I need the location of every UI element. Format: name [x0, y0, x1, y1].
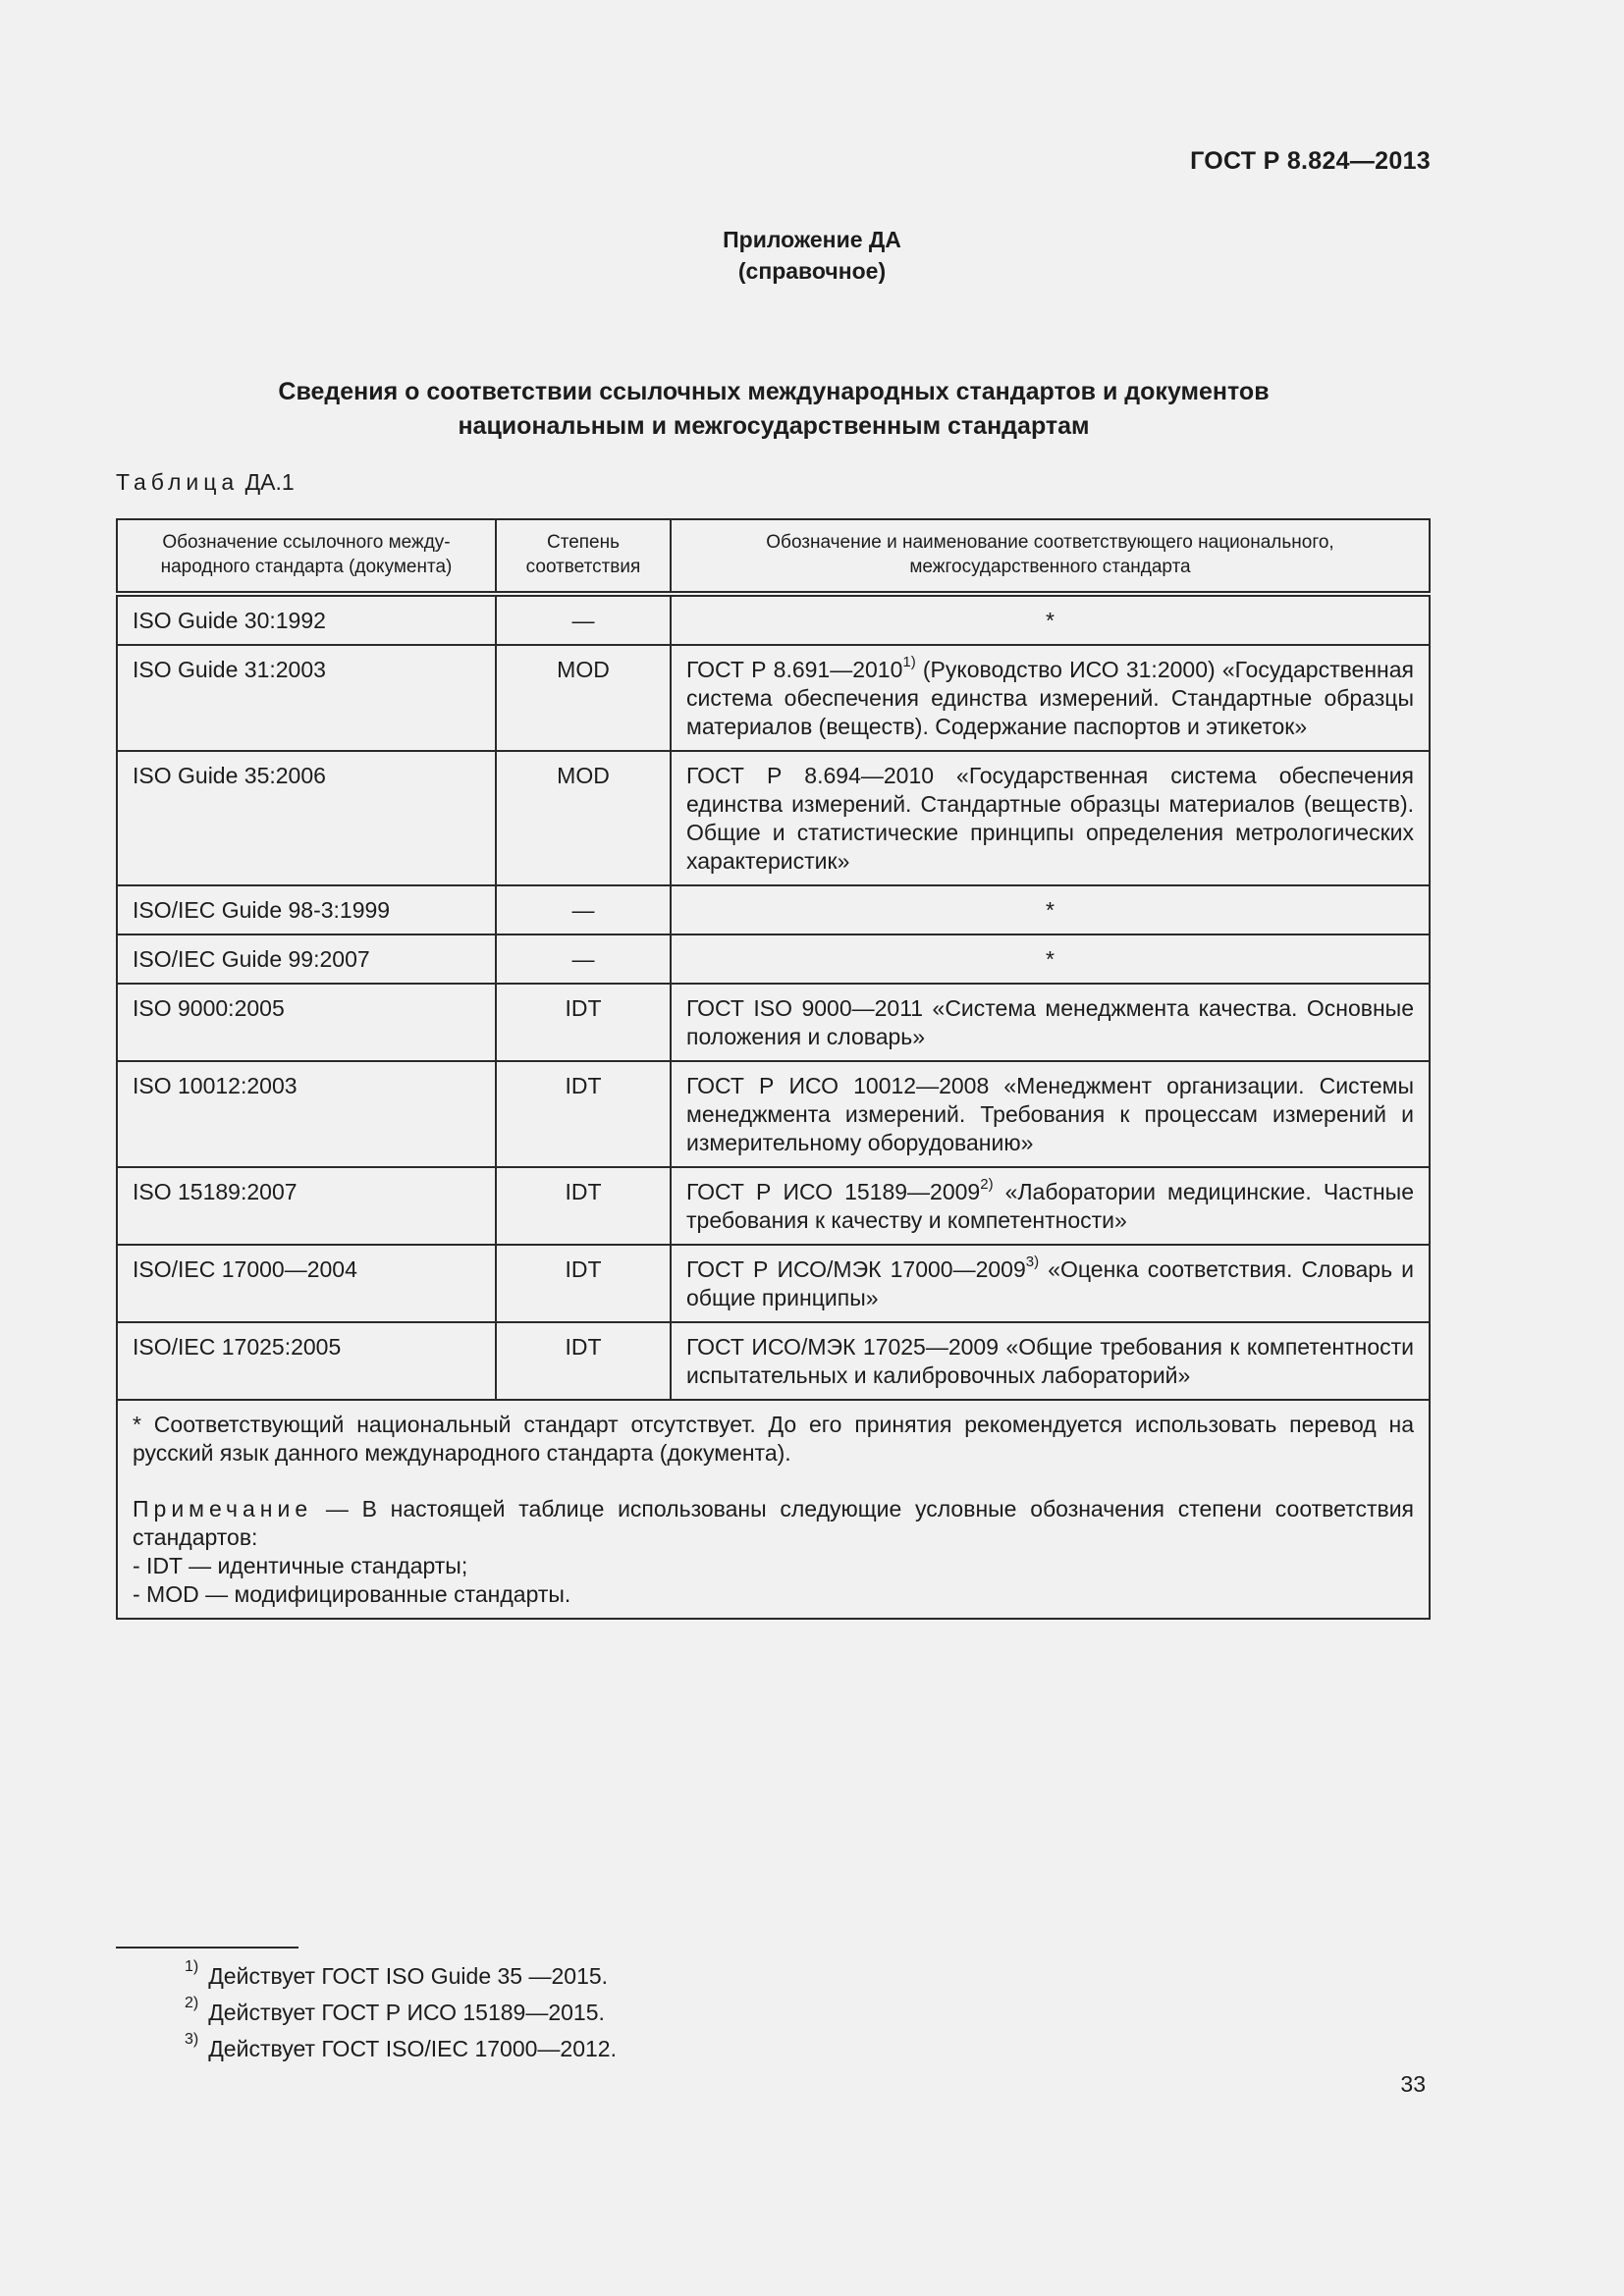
national-designation: ГОСТ Р ИСО 15189—2009	[686, 1179, 981, 1204]
appendix-title: Приложение ДА	[723, 227, 901, 252]
national-title: «Лаборатории медицинские. Частные требования к качеству и компетентности»	[686, 1179, 1415, 1233]
footnote-divider	[116, 1947, 298, 1949]
table-label-number: ДА.1	[244, 469, 295, 495]
footnote-ref: 1)	[902, 654, 916, 671]
cell-national	[671, 645, 1430, 751]
cell-degree: IDT	[496, 1245, 671, 1322]
cell-degree: MOD	[496, 751, 671, 885]
national-title: «Оценка соответствия. Словарь и общие принципы»	[686, 1256, 1415, 1310]
cell-degree: —	[496, 885, 671, 934]
cell-national: ГОСТ ISO 9000—2011 «Система менеджмента качества. Основные положения и словарь»	[671, 984, 1430, 1061]
cell-reference: ISO/IEC 17025:2005	[117, 1322, 496, 1400]
header-national-standard: Обозначение и наименование соответствующего национального, межгосударственного стандарта	[671, 519, 1430, 594]
cell-degree: IDT	[496, 1061, 671, 1167]
table-row	[117, 645, 1430, 751]
cell-national: *	[671, 885, 1430, 934]
cell-national: ГОСТ Р ИСО 10012—2008 «Менеджмент организации. Системы менеджмента измерений. Требования к процессам измерений и измерительному оборудованию»	[671, 1061, 1430, 1167]
footnote-ref: 3)	[1025, 1254, 1040, 1271]
cell-reference: ISO 10012:2003	[117, 1061, 496, 1167]
table-row	[117, 1245, 1430, 1322]
footnote-ref: 2)	[980, 1176, 994, 1194]
cell-national: ГОСТ ИСО/МЭК 17025—2009 «Общие требования к компетентности испытательных и калибровочных лабораторий»	[671, 1322, 1430, 1400]
footnote-mark: 2)	[185, 1995, 199, 2012]
cell-degree: —	[496, 934, 671, 984]
section-title-line2: национальным и межгосударственным стандартам	[458, 412, 1090, 440]
cell-reference: ISO Guide 35:2006	[117, 751, 496, 885]
header-degree: Степень соответствия	[496, 519, 671, 594]
cell-national: *	[671, 594, 1430, 645]
cell-reference: ISO Guide 31:2003	[117, 645, 496, 751]
cell-reference: ISO/IEC 17000—2004	[117, 1245, 496, 1322]
appendix-heading	[0, 224, 1624, 287]
table-row	[117, 984, 1430, 1061]
footnote-item	[185, 1995, 617, 2031]
cell-degree: IDT	[496, 1322, 671, 1400]
footnote-item	[185, 2031, 617, 2067]
asterisk-note: * Соответствующий национальный стандарт отсутствует. До его принятия рекомендуется использовать перевод на русский язык данного международного стандарта (документа).	[133, 1412, 1414, 1466]
table-row	[117, 594, 1430, 645]
footnote-item	[185, 1958, 617, 1995]
cell-national: *	[671, 934, 1430, 984]
table-label-word: Таблица	[116, 469, 240, 495]
section-title-line1: Сведения о соответствии ссылочных международных стандартов и документов	[278, 378, 1270, 405]
cell-national	[671, 1245, 1430, 1322]
table-label	[116, 469, 295, 496]
cell-national	[671, 1167, 1430, 1245]
cell-reference: ISO/IEC Guide 99:2007	[117, 934, 496, 984]
document-code: ГОСТ Р 8.824—2013	[1190, 147, 1431, 175]
correspondence-table	[116, 518, 1431, 1620]
cell-reference: ISO 9000:2005	[117, 984, 496, 1061]
cell-reference: ISO Guide 30:1992	[117, 594, 496, 645]
footnotes	[185, 1958, 617, 2067]
national-designation: ГОСТ Р ИСО/МЭК 17000—2009	[686, 1256, 1026, 1282]
cell-degree: IDT	[496, 984, 671, 1061]
footnote-text: Действует ГОСТ Р ИСО 15189—2015.	[208, 2000, 605, 2025]
note-word: Примечание	[133, 1496, 313, 1522]
section-title	[116, 375, 1432, 444]
footnote-text: Действует ГОСТ ISO Guide 35 —2015.	[208, 1963, 609, 1989]
appendix-subtitle: (справочное)	[737, 258, 887, 284]
cell-degree: MOD	[496, 645, 671, 751]
table-notes	[117, 1400, 1430, 1619]
footnote-text: Действует ГОСТ ISO/IEC 17000—2012.	[208, 2036, 617, 2061]
table-row	[117, 1322, 1430, 1400]
note-paragraph	[133, 1495, 1414, 1552]
note-item-idt: - IDT — идентичные стандарты;	[133, 1553, 468, 1578]
note-text: — В настоящей таблице использованы следующие условные обозначения степени соответствия стандартов:	[133, 1496, 1414, 1550]
cell-degree: —	[496, 594, 671, 645]
table-row	[117, 934, 1430, 984]
table-row	[117, 1167, 1430, 1245]
cell-national: ГОСТ Р 8.694—2010 «Государственная система обеспечения единства измерений. Стандартные образцы материалов (веществ). Общие и статистические принципы определения метрологических характеристик»	[671, 751, 1430, 885]
table-header-row	[117, 519, 1430, 594]
table-row	[117, 885, 1430, 934]
national-title: (Руководство ИСО 31:2000) «Государственная система обеспечения единства измерений. Стандартные образцы материалов (веществ). Содержание паспортов и этикеток»	[686, 657, 1414, 739]
header-reference-standard: Обозначение ссылочного между-народного стандарта (документа)	[117, 519, 496, 594]
footnote-mark: 3)	[185, 2031, 199, 2049]
cell-reference: ISO/IEC Guide 98-3:1999	[117, 885, 496, 934]
table-row	[117, 1061, 1430, 1167]
table-footer-row	[117, 1400, 1430, 1619]
footnote-mark: 1)	[185, 1958, 199, 1976]
page-number: 33	[1400, 2071, 1426, 2097]
note-item-mod: - MOD — модифицированные стандарты.	[133, 1581, 571, 1607]
national-designation: ГОСТ Р 8.691—2010	[686, 657, 903, 682]
cell-degree: IDT	[496, 1167, 671, 1245]
cell-reference: ISO 15189:2007	[117, 1167, 496, 1245]
table-row	[117, 751, 1430, 885]
